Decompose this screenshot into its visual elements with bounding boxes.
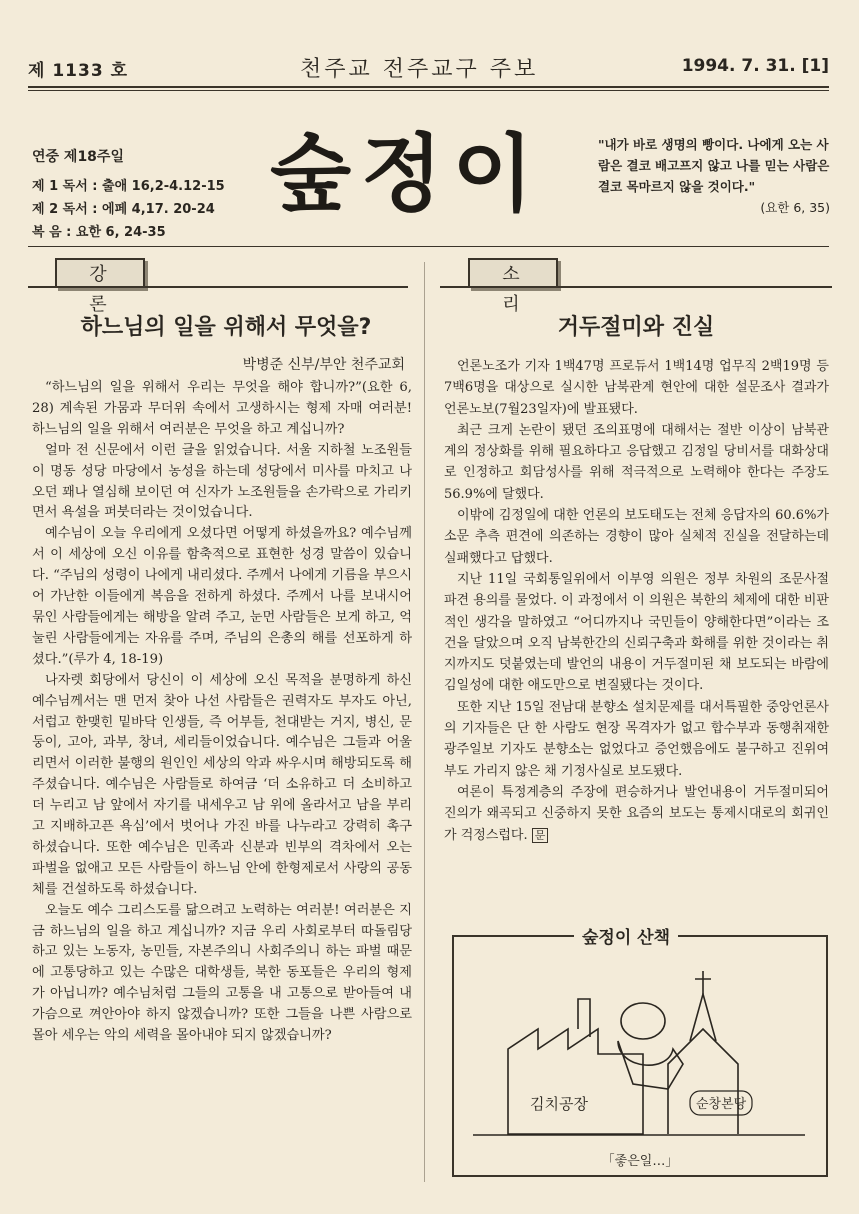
column-divider xyxy=(424,262,425,1182)
editorial-paragraph: 최근 크게 논란이 됐던 조의표명에 대해서는 절반 이상이 남북관계의 정상화를 위해 필요하다고 응답했고 김정일 당비서를 대화상대로 인정하고 회담성사를 위해 적극적으로 노력해야 한다는 주장도 56.9%에 달했다. xyxy=(444,422,829,502)
homily-title: 하느님의 일을 위해서 무엇을? xyxy=(80,315,372,340)
church-label: 순창본당 xyxy=(696,1097,747,1112)
cartoon-title: 숲정이 산책 xyxy=(574,923,678,948)
editorial-paragraph: 이밖에 김정일에 대한 언론의 보도태도는 전체 응답자의 60.6%가 소문 추측 편견에 의존하는 경향이 많아 실체적 진실을 전달하는데 실패했다고 답했다. xyxy=(444,508,829,566)
reading-1: 제 1 독서 : 출애 16,2-4.12-15 xyxy=(32,179,225,194)
homily-paragraph: 예수님이 오늘 우리에게 오셨다면 어떻게 하셨을까요? 예수님께서 이 세상에 오신 이유를 함축적으로 표현한 성경 말씀이 있습니다. “주님의 성령이 나에게 내리셨다. 주께서 나에게 기름을 부으시어 가난한 이들에게 복음을 전하게 하셨다. 주께서 나를 보내시어 묶인 사람들에게는 해방을 알려 주고, 눈먼 사람들은 보게 하고, 억눌린 사람들에게는 자유를 주며, 주님의 은총의 해를 선포하게 하셨다.”(루가 4, 18-19) xyxy=(32,526,412,667)
header-rule xyxy=(28,86,829,88)
paper-name: 천주교 전주교구 주보 xyxy=(300,57,539,82)
header-bar xyxy=(28,52,829,82)
issue-number: 제 1133 호 xyxy=(28,61,128,81)
editorial-paragraph: 언론노조가 기자 1백47명 프로듀서 1백14명 업무직 2백19명 등 7백6명을 대상으로 실시한 남북관계 현안에 대한 설문조사 결과가 언론노보(7월23일자)에 발표됐다. xyxy=(444,359,829,417)
homily-paragraph: “하느님의 일을 위해서 우리는 무엇을 해야 합니까?”(요한 6, 28) 계속된 가뭄과 무더위 속에서 고생하시는 형제 자매 여러분! 하느님의 일을 위해서 여러분은 무엇을 하고 계십니까? xyxy=(32,380,412,437)
reading-2: 제 2 독서 : 에페 4,17. 20-24 xyxy=(32,202,215,217)
homily-body xyxy=(32,378,412,1047)
scripture-quote xyxy=(598,134,830,218)
editorial-title: 거두절미와 진실 xyxy=(557,315,715,340)
section-label-voice: 소 리 xyxy=(468,258,558,288)
section-bar-right xyxy=(440,286,832,288)
editorial-paragraph xyxy=(444,782,829,846)
factory-label: 김치공장 xyxy=(530,1095,588,1113)
person-head xyxy=(621,1003,665,1039)
homily-paragraph: 오늘도 예수 그리스도를 닮으려고 노력하는 여러분! 여러분은 지금 하느님의 일을 하고 계십니까? 지금 우리 사회로부터 따돌림당하고 있는 노동자, 농민들, 자본주의니 사회주의니 하는 파벌 때문에 고통당하고 있는 수많은 대학생들, 북한 동포들은 우리의 형제가 아닙니까? 예수님처럼 그들의 고통을 내 고통으로 받아들여 내 가슴으로 껴안아야 하지 않겠습니까? 또한 그들을 나쁜 사람으로 몰아 세우는 악의 세력을 몰아내야 되지 않겠습니까? xyxy=(32,902,412,1044)
section-label-homily: 강 론 xyxy=(55,258,145,288)
cartoon-box xyxy=(452,928,828,1177)
factory-building xyxy=(508,1029,643,1134)
editorial-body xyxy=(444,356,829,846)
church-cross-icon xyxy=(695,971,711,994)
quote-text: "내가 바로 생명의 빵이다. 나에게 오는 사람은 결코 배고프지 않고 나를 믿는 사람은 결코 목마르지 않을 것이다." xyxy=(598,137,830,194)
person-body xyxy=(618,1041,683,1089)
editorial-last-text: 여론이 특정계층의 주장에 편승하거나 발언내용이 거두절미되어 진의가 왜곡되고 신중하지 못한 요즘의 보도는 통제시대로의 회귀인가 걱정스럽다. xyxy=(444,784,829,843)
gospel-reading: 복 음 : 요한 6, 24-35 xyxy=(32,225,166,240)
factory-chimney xyxy=(578,999,590,1037)
church-steeple xyxy=(690,994,716,1041)
cartoon-illustration xyxy=(468,959,810,1143)
masthead-title: 숲정이 xyxy=(270,125,544,223)
end-mark: 문 xyxy=(532,828,549,843)
liturgy-readings xyxy=(32,146,225,244)
editorial-paragraph: 지난 11일 국회통일위에서 이부영 의원은 정부 차원의 조문사절 파견 용의를 물었다. 이 과정에서 이 의원은 북한의 체제에 대한 비판적인 생각을 말하였고 “어디까지나 국민들이 양해한다면”이라는 조건을 달았으며 오직 남북한간의 신뢰구축과 화해를 위한 것이라는 취지까지도 덧붙였는데 발언의 내용이 거두절미된 채 보도되는 바람에 김일성에 대한 애도만으로 변질됐다는 것이다. xyxy=(444,571,829,694)
quote-reference: (요한 6, 35) xyxy=(760,200,830,215)
cartoon-caption: 「좋은일…」 xyxy=(601,1154,679,1169)
section-bar-left xyxy=(28,286,408,288)
homily-paragraph: 얼마 전 신문에서 이런 글을 읽었습니다. 서울 지하철 노조원들이 명동 성당 마당에서 농성을 하는데 성당에서 미사를 마치고 나오던 꽤나 열심해 보이던 여 신자가 노조원들을 손가락으로 가리키면서 욕설을 퍼붓더라는 것이었습니다. xyxy=(32,442,412,521)
homily-byline: 박병준 신부/부안 천주교회 xyxy=(242,357,405,373)
church-building xyxy=(668,1029,738,1134)
header-rule-thin xyxy=(28,90,829,91)
masthead-logo xyxy=(270,120,590,228)
homily-paragraph: 나자렛 회당에서 당신이 이 세상에 오신 목적을 분명하게 하신 예수님께서는 맨 먼저 찾아 나선 사람들은 권력자도 부자도 아닌, 서럽고 한맺힌 밑바닥 인생들, 즉 어부들, 천대받는 거지, 병신, 문둥이, 고아, 과부, 창녀, 세리들이었습니다. 예수님은 그들과 어울리면서 이러한 불행의 원인인 세상의 악과 싸우시며 해방되도록 해 주셨습니다. 예수님은 사람들로 하여금 ‘더 소유하고 더 소비하고 더 누리고 남 앞에서 자기를 내세우고 남 위에 올라서고 남을 부리고 지배하고픈 욕심’에서 벗어나 가진 바를 나누라고 강력히 촉구하셨습니다. 또한 예수님은 민족과 신분과 빈부의 격차에서 오는 파벌을 없애고 모든 사람들이 하느님 안에 한형제로서 사랑의 공동체를 건설하도록 하셨습니다. xyxy=(32,672,412,897)
editorial-paragraph: 또한 지난 15일 전남대 분향소 설치문제를 대서특필한 중앙언론사의 기자들은 단 한 사람도 현장 목격자가 없고 합수부과 동행취재한 광주일보 기자도 분향소는 없었다고 증언했음에도 불구하고 진위여부도 가리지 않은 채 기정사실로 보도됐다. xyxy=(444,699,829,779)
issue-date: 1994. 7. 31. [1] xyxy=(681,56,829,76)
masthead-rule xyxy=(28,246,829,247)
sunday-label: 연중 제18주일 xyxy=(32,149,124,165)
